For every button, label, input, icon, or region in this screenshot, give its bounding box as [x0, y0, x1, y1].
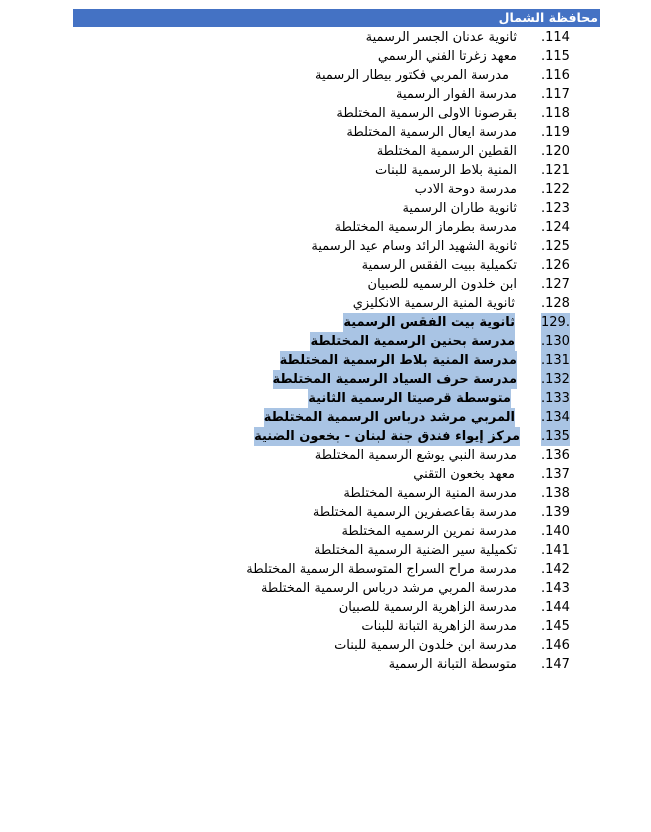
list-item [0, 541, 651, 560]
school-name: مدرسة بطرماز الرسمية المختلطة [334, 220, 517, 235]
item-number: .144 [541, 600, 570, 615]
item-number: .143 [541, 581, 570, 596]
school-name: مدرسة المربي فكتور بيطار الرسمية [315, 68, 509, 83]
list-item [0, 370, 651, 389]
item-number: .145 [541, 619, 570, 634]
list-item [0, 617, 651, 636]
item-number: .136 [541, 448, 570, 463]
school-name: مدرسة الزاهرية الرسمية للصبيان [338, 600, 517, 615]
list-item [0, 294, 651, 313]
item-number: .118 [541, 106, 570, 121]
item-number: .133 [541, 391, 570, 406]
school-name: مركز إيواء فندق جنة لبنان - بخعون الضنية [254, 429, 520, 444]
item-number: .124 [541, 220, 570, 235]
list-item [0, 161, 651, 180]
list-item [0, 180, 651, 199]
item-number: .120 [541, 144, 570, 159]
school-name: ثانوية طاران الرسمية [402, 201, 517, 216]
item-number: .130 [541, 334, 570, 349]
school-name: ثانوية بيت الفقس الرسمية [343, 315, 515, 330]
school-name: متوسطة التبانة الرسمية [388, 657, 517, 672]
list-item [0, 560, 651, 579]
schools-list [0, 28, 651, 674]
governorate-header: محافظة الشمال [73, 9, 600, 27]
item-number: .146 [541, 638, 570, 653]
list-item [0, 655, 651, 674]
school-name: مدرسة دوحة الادب [414, 182, 517, 197]
item-number: .137 [541, 467, 570, 482]
school-name: المربي مرشد درباس الرسمية المختلطة [263, 410, 515, 425]
school-name: مدرسة المنية الرسمية المختلطة [343, 486, 517, 501]
school-name: المنية بلاط الرسمية للبنات [374, 163, 517, 178]
item-number: .141 [541, 543, 570, 558]
school-name: مدرسة ايعال الرسمية المختلطة [346, 125, 517, 140]
list-item [0, 332, 651, 351]
item-number: .121 [541, 163, 570, 178]
school-name: متوسطة قرصيتا الرسمية الثانية [308, 391, 511, 406]
list-item [0, 389, 651, 408]
list-item [0, 503, 651, 522]
item-number: .142 [541, 562, 570, 577]
school-name: مدرسة بقاعصفرين الرسمية المختلطة [312, 505, 517, 520]
item-number: 129. [541, 315, 570, 330]
list-item [0, 199, 651, 218]
item-number: .119 [541, 125, 570, 140]
list-item [0, 522, 651, 541]
school-name: بقرصونا الاولى الرسمية المختلطة [336, 106, 517, 121]
item-number: .127 [541, 277, 570, 292]
item-number: .123 [541, 201, 570, 216]
item-number: .139 [541, 505, 570, 520]
list-item [0, 123, 651, 142]
item-number: .122 [541, 182, 570, 197]
list-item [0, 579, 651, 598]
item-number: .126 [541, 258, 570, 273]
item-number: .128 [541, 296, 570, 311]
school-name: مدرسة بحنين الرسمية المختلطة [310, 334, 515, 349]
list-item [0, 66, 651, 85]
item-number: .132 [541, 372, 570, 387]
school-name: ثانوية الشهيد الرائد وسام عيد الرسمية [311, 239, 517, 254]
list-item [0, 275, 651, 294]
school-name: ثانوية عدنان الجسر الرسمية [365, 30, 517, 45]
list-item [0, 28, 651, 47]
list-item [0, 313, 651, 332]
list-item [0, 408, 651, 427]
school-name: مدرسة ابن خلدون الرسمية للبنات [334, 638, 517, 653]
school-name: مدرسة مراح السراج المتوسطة الرسمية المختلطة [246, 562, 517, 577]
list-item [0, 351, 651, 370]
school-name: مدرسة الفوار الرسمية [396, 87, 517, 102]
school-name: مدرسة المنية بلاط الرسمية المختلطة [279, 353, 517, 368]
school-name: مدرسة المربي مرشد درباس الرسمية المختلطة [260, 581, 517, 596]
list-item [0, 85, 651, 104]
school-name: مدرسة النبي يوشع الرسمية المختلطة [314, 448, 517, 463]
item-number: .134 [541, 410, 570, 425]
list-item [0, 484, 651, 503]
list-item [0, 142, 651, 161]
item-number: .114 [541, 30, 570, 45]
item-number: .138 [541, 486, 570, 501]
school-name: ابن خلدون الرسميه للصبيان [367, 277, 517, 292]
school-name: مدرسة حرف السياد الرسمية المختلطة [272, 372, 517, 387]
school-name: تكميلية سير الضنية الرسمية المختلطة [314, 543, 517, 558]
item-number: .147 [541, 657, 570, 672]
school-name: مدرسة نمرين الرسميه المختلطة [341, 524, 517, 539]
list-item [0, 218, 651, 237]
item-number: .131 [541, 353, 570, 368]
item-number: .125 [541, 239, 570, 254]
item-number: .116 [541, 68, 570, 83]
item-number: .135 [541, 429, 570, 444]
school-name: القطين الرسمية المختلطة [376, 144, 517, 159]
school-name: معهد بخعون التقني [413, 467, 515, 482]
list-item [0, 256, 651, 275]
school-name: ثانوية المنية الرسمية الانكليزي [352, 296, 515, 311]
school-name: معهد زغرتا الفني الرسمي [377, 49, 517, 64]
item-number: .140 [541, 524, 570, 539]
list-item [0, 47, 651, 66]
list-item [0, 598, 651, 617]
item-number: .117 [541, 87, 570, 102]
school-name: مدرسة الزاهرية التبانة للبنات [361, 619, 517, 634]
item-number: .115 [541, 49, 570, 64]
list-item [0, 465, 651, 484]
list-item [0, 446, 651, 465]
list-item [0, 636, 651, 655]
list-item [0, 237, 651, 256]
school-name: تكميلية ببيت الفقس الرسمية [361, 258, 517, 273]
list-item [0, 104, 651, 123]
list-item [0, 427, 651, 446]
